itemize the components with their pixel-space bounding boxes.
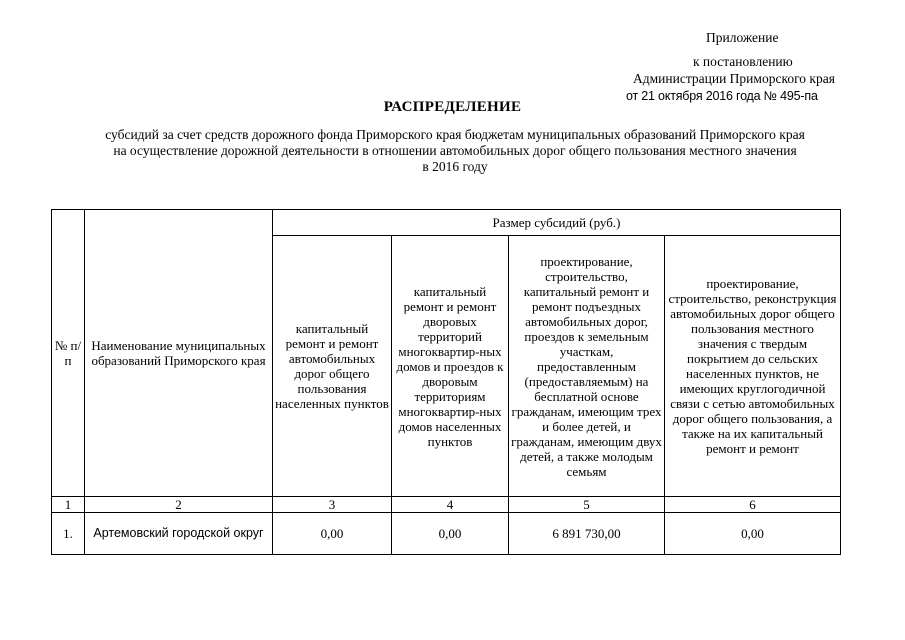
row-col-5: 6 891 730,00	[509, 513, 665, 555]
appendix-label: Приложение	[706, 30, 779, 45]
row-col-6: 0,00	[665, 513, 841, 555]
header-col-4: капитальный ремонт и ремонт дворовых территорий многоквартир-ных домов и проездов к дворовым территориям многоквартир-ных домов населенных пунктов	[392, 236, 509, 497]
row-col-3: 0,00	[273, 513, 392, 555]
row-num: 1.	[52, 513, 85, 555]
row-municipality: Артемовский городской округ	[85, 513, 273, 555]
appendix-date-number: от 21 октября 2016 года № 495-па	[626, 89, 818, 103]
document-title: РАСПРЕДЕЛЕНИЕ	[383, 99, 522, 115]
header-col-6: проектирование, строительство, реконструкция автомобильных дорог общего пользования местного значения с твердым покрытием до сельских населенных пунктов, не имеющих круглогодичной связи с сетью автомобильных дорог общего пользования, а также на их капитальный ремонт и ремонт	[665, 236, 841, 497]
appendix-authority: Администрации Приморского края	[633, 71, 835, 86]
subtitle-line-3: в 2016 году	[422, 159, 488, 174]
subtitle-line-1: субсидий за счет средств дорожного фонда Приморского края бюджетам муниципальных образований Приморского края	[105, 127, 805, 142]
subtitle-line-2: на осуществление дорожной деятельности в отношении автомобильных дорог общего пользования местного значения	[113, 143, 797, 158]
index-cell: 4	[392, 497, 509, 513]
index-cell: 3	[273, 497, 392, 513]
index-row	[52, 497, 841, 513]
header-num: № п/п	[52, 210, 85, 497]
document-subtitle	[60, 127, 850, 175]
index-cell: 2	[85, 497, 273, 513]
appendix-ref-line: к постановлению	[693, 54, 793, 69]
subsidy-table	[51, 209, 841, 555]
header-name: Наименование муниципальных образований Приморского края	[85, 210, 273, 497]
index-cell: 6	[665, 497, 841, 513]
index-cell: 1	[52, 497, 85, 513]
index-cell: 5	[509, 497, 665, 513]
table-row	[52, 513, 841, 555]
header-col-3: капитальный ремонт и ремонт автомобильных дорог общего пользования населенных пунктов	[273, 236, 392, 497]
header-col-5: проектирование, строительство, капитальный ремонт и ремонт подъездных автомобильных дорог, проездов к земельным участкам, предоставленным (предоставляемым) на бесплатной основе гражданам, имеющим трех и более детей, и гражданам, имеющим двух детей, а также молодым семьям	[509, 236, 665, 497]
header-subsidy-group: Размер субсидий (руб.)	[273, 210, 841, 236]
row-col-4: 0,00	[392, 513, 509, 555]
